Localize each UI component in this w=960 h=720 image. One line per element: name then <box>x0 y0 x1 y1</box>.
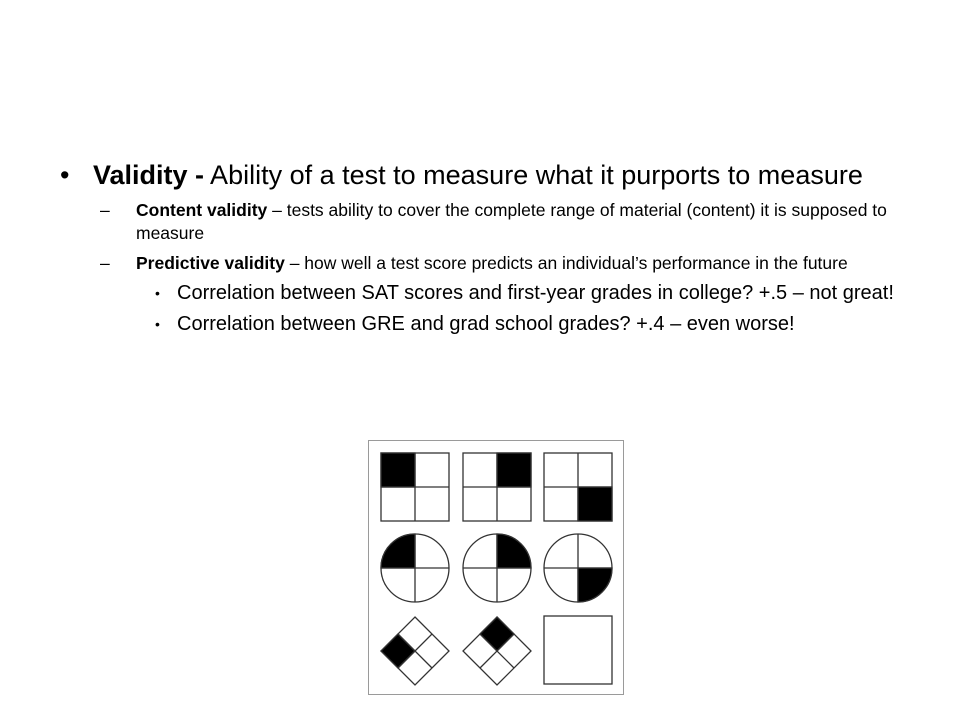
validity-definition: Ability of a test to measure what it purports to measure <box>204 160 863 190</box>
matrix-puzzle-figure <box>368 440 624 695</box>
predictive-validity-text: – how well a test score predicts an individual’s performance in the future <box>284 253 848 273</box>
term-validity: Validity - <box>93 160 205 190</box>
bullet-icon: • <box>60 160 70 190</box>
circle-top-left-icon <box>381 534 449 602</box>
matrix-puzzle-svg <box>369 441 623 694</box>
term-content-validity: Content validity <box>136 200 268 220</box>
blank-answer-box-icon <box>544 616 612 684</box>
circle-top-right-icon <box>463 534 531 602</box>
bullet-icon: • <box>155 316 160 332</box>
dash-icon: – <box>100 253 110 273</box>
dash-icon: – <box>100 200 110 220</box>
sub-bullet-predictive-validity <box>100 252 920 275</box>
gre-correlation-text: Correlation between GRE and grad school grades? +.4 – even worse! <box>177 313 795 335</box>
main-bullet-validity <box>60 160 920 191</box>
sat-correlation-text: Correlation between SAT scores and first-year grades in college? +.5 – not great! <box>177 282 894 304</box>
circle-bottom-right-icon <box>544 534 612 602</box>
bullet-sat-correlation <box>155 282 920 305</box>
bullet-icon: • <box>155 285 160 301</box>
square-bottom-right-icon <box>544 453 612 521</box>
square-top-right-icon <box>463 453 531 521</box>
bullet-gre-correlation <box>155 313 920 336</box>
diamond-top-icon <box>463 617 531 685</box>
term-predictive-validity: Predictive validity <box>136 253 285 273</box>
sub-bullet-content-validity <box>100 199 920 245</box>
content-validity-text: – tests ability to cover the complete range of material (content) it is supposed to measure <box>136 200 887 243</box>
square-top-left-icon <box>381 453 449 521</box>
diamond-left-icon <box>381 617 449 685</box>
slide-body <box>60 160 920 344</box>
